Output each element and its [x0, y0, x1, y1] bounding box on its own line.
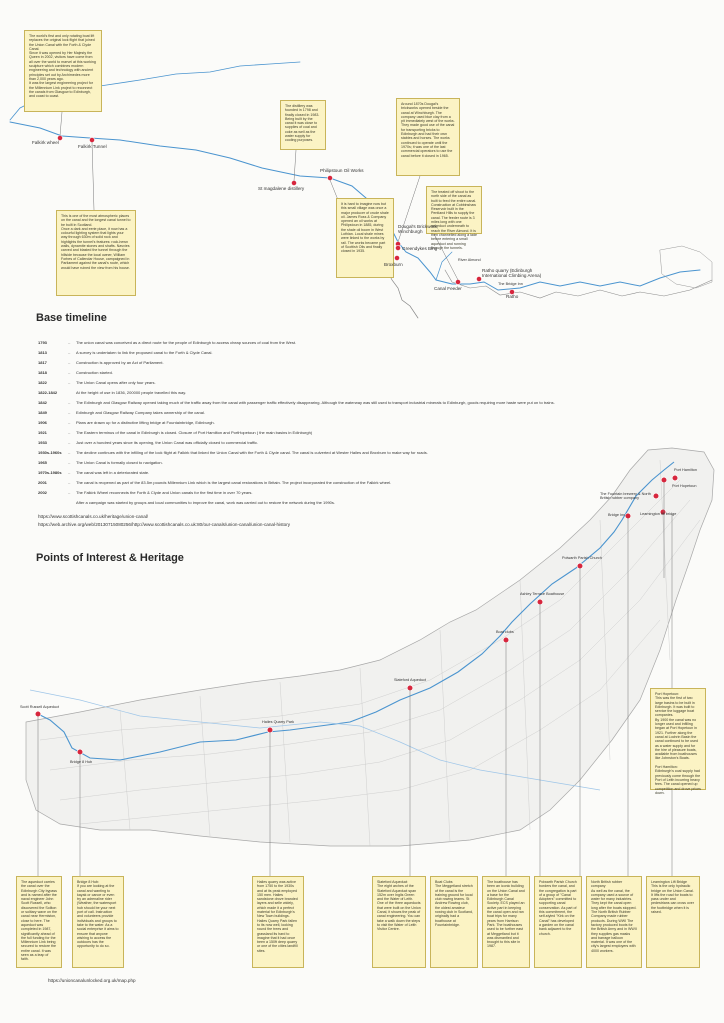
timeline-dash: – — [68, 480, 71, 485]
timeline-text: The Union Canal opens after only four years. — [76, 380, 156, 385]
timeline-text: The Falkirk Wheel reconnects the Forth & Clyde and Union canals for the first time in over 70 years. — [76, 490, 253, 495]
timeline-year: 1842 — [38, 400, 47, 405]
label-ashley: Ashley Terrace Boathouse — [520, 592, 565, 596]
map-source-link[interactable]: https://unioncanalunlocked.org.uk/map.php — [48, 978, 136, 983]
marker-broxburn — [394, 255, 399, 260]
timeline-dash: – — [68, 440, 71, 445]
timeline-row — [38, 470, 149, 475]
marker-falkirk-tunnel — [89, 137, 94, 142]
rubber-note: North British rubber company As well as the canal, the company used a source of water for many industries. They kept the canal open long after the boats stopped. The North British Rubber Company made rubber products. During WWI The factory produced boots for the British Army and in WWII they supplies gas masks and barrage balloon material. It was one of the city's largest employers with 4000 workers. — [586, 876, 642, 968]
label-scott-russell: Scott Russell Aqueduct — [20, 705, 60, 709]
timeline-text: After a campaign was started by groups and local communities to improve the canal, work was carried out to restore the network during the 1990s. — [76, 500, 336, 505]
timeline-year: 1793 — [38, 340, 47, 345]
marker-hailes — [267, 727, 273, 733]
marker-port-hopetoun — [661, 477, 667, 483]
marker-oil-works — [327, 175, 332, 180]
distillery-note: The distillery was founded in 1798 and finally closed in 1983. Being built by the canal it was close to supplies of coal and coke as well as the water supply for cooling purposes. — [280, 100, 326, 150]
timeline-year: 1818 — [38, 370, 47, 375]
timeline-row — [38, 350, 213, 355]
oil-works-note: It is hard to imagine now but this small village was once a major producer of crude shale oil. James Ross & Company opened an oil works at Philipstoun in 1885, during the shale oil boom in West Lothian. Local shale mines were linked to the works by rail. The works became part of Scottish Oils and finally closed in 1935. — [336, 198, 394, 278]
marker-boat-clubs — [503, 637, 509, 643]
timeline-dash: – — [68, 490, 71, 495]
timeline-row — [38, 370, 113, 375]
timeline-year: 1965 — [38, 460, 47, 465]
timeline-year: 1817 — [38, 360, 47, 365]
timeline-text: Plans are drawn up for a distinctive lifting bridge at Fountainbridge, Edinburgh. — [76, 420, 215, 425]
label-slateford: Slateford Aqueduct — [394, 678, 427, 682]
boat-clubs-note: Boat Clubs The Meggetland stretch of the canal is the training ground for local club rowing teams. St Andrew Rowing club, the oldest amateur rowing club in Scotland, originally had a boathouse at Fountainbridge. — [430, 876, 478, 968]
timeline-dash: – — [68, 420, 71, 425]
timeline-year: 1930s-1960s — [38, 450, 62, 455]
timeline-text: The union canal was conceived as a direct route for the people of Edinburgh to access cheap sources of coal from the West. — [76, 340, 297, 345]
timeline-dash: – — [68, 450, 71, 455]
falkirk-tunnel-note: This is one of the most atmospheric places on the canal and the longest canal tunnel to be built in Scotland. Once a dark and eerie place, it now has a colourful lighting system that lights your way through 630m of solid rock and highlights the tunnel's features: rock-hewn walls, dynamite stones and shafts. Navvies carved and blasted the tunnel through the hillside because the local owner, William Forbes of Callendar House, campaigned in Parliament against the canal's route, which would have ruined the view from his house. — [56, 210, 136, 296]
hailes-note: Hailes quarry was active from 1750 to the 1930s and at its peak employed 150 men. Hailes sandstone drove branded layers and selle widely, which made it a perfect material for Edinburgh's New Town buildings. Hailes Quarry Park fallen to its now well, looking round the trees and grassland its hard to imagine that it had once been a 150ft deep quarry or one of the cities landfill sites. — [252, 876, 304, 968]
port-hopetoun-note: Port Hopetoun: This was the first of two large basins to be built in Edinburgh. It was built to service the luggage boat companies. By 1900 the canal was no longer used and infilling began at Port Hopetoun in 1921. Further along the canal at Lochrin Basin the canal continued to be used as a water supply and for the hire of pleasure boats, available from boathouses like Johnston's Boats. Port Hamilton: Edinburgh's coal supply had previously come through the Port of Leith incurring heavy fees. The canal opened up competition and drove prices down. — [650, 688, 706, 790]
polwarth-note: Polwarth Parish Church borders the canal, and the congregation is part of a group of "Canal Adopters" committed to supporting canal conservation. As part of this commitment, the self-styled "Kirk on the Canal" has developed a garden on the canal bank adjacent to the church. — [534, 876, 582, 968]
timeline-year: 1822 — [38, 380, 47, 385]
timeline-text: Edinburgh and Glasgow Railway Company takes ownership of the canal. — [76, 410, 205, 415]
timeline-row — [38, 400, 555, 405]
marker-slateford — [407, 685, 413, 691]
timeline-dash: – — [68, 460, 71, 465]
timeline-text: The canal is reopened as part of the 83.5m pounds Millennium Link which is the largest canal restorations in Britain. The project incorporated the construction of the Falkirk wheel. — [76, 480, 392, 485]
label-leamington: Leamington lift bridge — [640, 512, 677, 516]
scott-russell-note: The aqueduct carries the canal over the Edinburgh City bypass and is named after the naval engineer John Scott Russell, who discovered the Soliton or solitary wave on the canal near Hermiston, close to here. The aqueduct was completed in 1987, significantly ahead of the full funding for the Millennium Link being secured to restore the entire canal. It was seen as a leap of faith. — [16, 876, 62, 968]
timeline-year: 1813 — [38, 350, 47, 355]
label-canal-feeder: Canal Feeder — [434, 286, 462, 291]
label-bridge8: Bridge 8 Hub — [70, 760, 93, 764]
falkirk-wheel-note: The world's first and only rotating boat lift replaces the original lock flight that joined the Union Canal with the Forth & Clyde Canal. Since it was opened by Her Majesty the Queen in 2002, visitors have come from all over the world to marvel at this working sculpture which combines modern engineering and technology with ancient principles set out by Archimedes more than 2,000 years ago. It was the largest engineering project for the Millennium Link project to reconnect the canals from Glasgow to Edinburgh, and coast to coast. — [24, 30, 102, 112]
timeline-row — [38, 380, 156, 385]
timeline-dash: – — [68, 380, 71, 385]
timeline-row — [38, 490, 253, 495]
timeline-row — [38, 360, 164, 365]
leamington-note: Leamington Lift Bridge This is the only hydraulic bridge on the Union Canal. It lifts the road for boats to pass under and pedestrians can cross over the footbridge when it is raised. — [646, 876, 700, 968]
label-port-hopetoun: Port Hopetoun — [672, 484, 697, 488]
marker-ratho-quarry — [476, 276, 481, 281]
label-bridge-inn-e: Bridge Inn — [608, 513, 626, 517]
timeline-row — [38, 390, 186, 395]
timeline-row — [38, 420, 215, 425]
timeline-row — [38, 340, 296, 345]
label-boat-clubs: Boat clubs — [496, 630, 514, 634]
timeline-row — [38, 410, 205, 415]
timeline-year: 2001 — [38, 480, 47, 485]
label-oil-works: Philipstoun Oil Works — [320, 168, 364, 173]
label-broxburn: Broxburn — [384, 262, 403, 267]
timeline-year: 1933 — [38, 440, 47, 445]
timeline-title: Base timeline — [36, 312, 107, 324]
timeline-text: Construction started. — [76, 370, 113, 375]
timeline-year: 1822-1842 — [38, 390, 58, 395]
ashley-note: The boathouse has been an iconic building on the Union Canal and a base for the Edinburgh Canal Society. ECS played an active part in keeping the canal open and ran boat trips for many years from Harrison Park. The boathouses used to be further east at Meggetland but it was dismantled and brought to this site in 1987. — [482, 876, 530, 968]
feeder-line — [436, 252, 452, 280]
almond-note: The treated off shoot to the north side of the canal as built to feed the entire canal. Construction at Cobbinshaw Reservoir built in the Pentland Hills to supply the canal. The feeder route is 3 miles long with one aqueduct underneath to reach the River Almond. It is then channelled along a lade before entering a small aqueduct and running through the tunnels. — [426, 186, 482, 234]
marker-scott-russell — [35, 711, 41, 717]
timeline-text: The Edinburgh and Glasgow Railway opened taking much of the traffic away from the canal with passenger traffic effectively disappearing. Although the waterway was still used to transport industrial minerals to Edinburgh, goods requiring more haste were put on to trains. — [76, 400, 555, 405]
edinburgh-map — [26, 448, 714, 846]
timeline-dash: – — [68, 430, 71, 435]
marker-canal-feeder — [455, 279, 460, 284]
marker-polwarth — [577, 563, 583, 569]
timeline-text: The Eastern terminus of the canal in Edinburgh is closed. Closure of Port Hamilton and PortHopetoun ( the main basins in Edinburgh) — [76, 430, 313, 435]
label-falkirk-tunnel: Falkirk Tunnel — [78, 144, 107, 149]
timeline-year: 1970s-1980s — [38, 470, 62, 475]
timeline-row — [38, 440, 258, 445]
timeline-text: At the height of use in 1836, 200000 people travelled this way. — [76, 390, 187, 395]
source-link[interactable]: https://www.scottishcanals.co.uk/heritage/union-canal/ — [38, 514, 149, 519]
source-link[interactable]: https://web.archive.org/web/20130715080256/http://www.scottishcanals.co.uk:80/our-canals/union-canal/union-canal-history — [38, 522, 291, 527]
timeline-text: The Union Canal is formally closed to navigation. — [76, 460, 163, 465]
timeline-year: 1921 — [38, 430, 47, 435]
timeline-year: 1849 — [38, 410, 47, 415]
timeline-row — [38, 480, 391, 485]
marker-ashley — [537, 599, 543, 605]
timeline-text: The canal was left in a deteriorated state. — [76, 470, 150, 475]
label-ratho: Ratho — [506, 294, 519, 299]
slateford-note: Slateford Aqueduct The eight arches of the Slateford Aqueduct span 152m over Inglis Green and the Water of Leith. One of the three aqueducts that were built on the Union Canal, it shows the peak of canal engineering. You can take a walk down the steps to visit the Water of Leith Visitor Centre. — [372, 876, 426, 968]
marker-bridge-inn-e — [625, 513, 631, 519]
label-port-hamilton: Port Hamilton — [674, 468, 698, 472]
label-greendykes: Greendykes Bing — [402, 246, 438, 251]
marker-distillery — [291, 180, 296, 185]
label-river-almond: River Almond — [458, 258, 481, 262]
label-brickworks: Dougal's Brickwork, Winchburgh — [398, 224, 439, 234]
timeline-text: Construction is approved by an Act of Parliament. — [76, 360, 164, 365]
timeline-row — [38, 500, 335, 505]
marker-port-hamilton — [672, 475, 678, 481]
poi-title: Points of Interest & Heritage — [36, 552, 184, 564]
timeline-row — [38, 430, 312, 435]
label-polwarth: Polwarth Parish Church — [562, 556, 602, 560]
timeline-text: A survey is undertaken to link the proposed canal to the Forth & Clyde Canal. — [76, 350, 213, 355]
city-area — [26, 448, 714, 846]
timeline-dash: – — [68, 350, 71, 355]
timeline-dash: – — [68, 370, 71, 375]
marker-bridge8 — [77, 749, 83, 755]
label-bridge-inn: The Bridge Inn — [498, 282, 523, 286]
timeline-year: 1906 — [38, 420, 47, 425]
timeline-dash: – — [68, 340, 71, 345]
marker-greendykes — [395, 245, 400, 250]
timeline-text: Just over a hundred years since its opening, the Union Canal was officially closed to commercial traffic. — [76, 440, 259, 445]
label-hailes: Hailes Quarry Park — [262, 720, 295, 724]
label-ratho-quarry: Ratho quarry (Edinburgh International Climbing Arena) — [482, 268, 542, 278]
timeline-dash: – — [68, 470, 71, 475]
timeline-dash: – — [68, 410, 71, 415]
timeline-year: 2002 — [38, 490, 47, 495]
city-outline — [660, 246, 712, 288]
label-falkirk-wheel: Falkirk wheel — [32, 140, 59, 145]
brickworks-note: Around 1870s Dougal's brickworks opened beside the canal at Winchburgh. The company used blue clay from a pit immediately west of the works. They made good use of the canal for transporting bricks to Edinburgh and had their own stables and horses. The works continued to operate until the 1970s; it was one of the last commercial operators to use the canal before it closed in 1965. — [396, 98, 460, 176]
label-fountain-brewery: The Fountain brewery & North British rubber company — [600, 492, 651, 501]
timeline-text: The decline continues with the infilling of the lock flight at Falkirk that linked the Union Canal with the Forth & Clyde canal. The canal is culverted at Wester Hailes and Broxburn to make way for roads. — [76, 450, 428, 455]
bridge8-note: Bridge 8 Hub: If you are looking at the canal and wanting to kayak or canoe or even try an adrenaline rider (Weather, the watersport hub should be your next port of call. Instruction and volunteers provide individuals and groups to take to the water. As a social enterprise it aims to ensure that anyone wishing to access the outdoors has the opportunity to do so. — [72, 876, 124, 968]
timeline-row — [38, 460, 163, 465]
label-distillery: St magdalene distillery — [258, 186, 305, 191]
timeline-dash: – — [68, 360, 71, 365]
timeline-row — [38, 450, 428, 455]
timeline-dash: – — [68, 400, 71, 405]
